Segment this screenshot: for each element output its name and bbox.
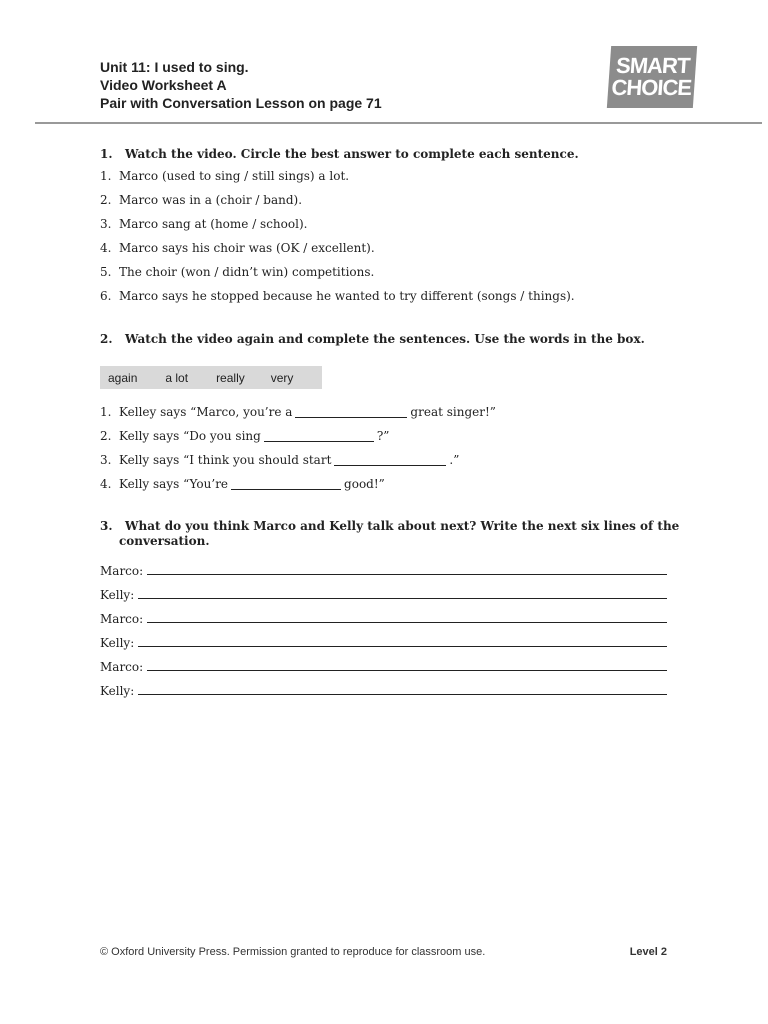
- exercise-2-title: 2. Watch the video again and complete the sentences. Use the words in the box.: [100, 332, 645, 346]
- exercise-1-items: [100, 169, 670, 313]
- list-item: [100, 289, 670, 313]
- list-item: [100, 217, 670, 241]
- sentence-end: ?”: [376, 429, 390, 443]
- worksheet-title: Video Worksheet A: [100, 77, 227, 93]
- exercise-2: [100, 332, 670, 347]
- word-box-word: a lot: [165, 370, 189, 385]
- item-number: 2.: [100, 193, 112, 207]
- lesson-reference: Pair with Conversation Lesson on page 71: [100, 95, 382, 111]
- word-box: [100, 366, 322, 389]
- conversation-line: [100, 674, 667, 698]
- writing-line[interactable]: [138, 598, 667, 599]
- exercise-1-title: 1. Watch the video. Circle the best answer to complete each sentence.: [100, 147, 579, 161]
- writing-line[interactable]: [147, 574, 667, 575]
- logo-line-1: SMART: [615, 53, 691, 78]
- speaker-label: Kelly:: [100, 636, 135, 650]
- item-number: 6.: [100, 289, 112, 303]
- sentence-start: Kelly says “I think you should start: [119, 453, 332, 467]
- speaker-label: Marco:: [100, 660, 144, 674]
- conversation-lines: [100, 554, 667, 698]
- list-item: [100, 265, 670, 289]
- conversation-line: [100, 578, 667, 602]
- page-footer: [100, 946, 667, 958]
- item-text[interactable]: The choir (won / didn’t win) competitions.: [119, 265, 375, 279]
- conversation-line: [100, 602, 667, 626]
- item-text[interactable]: Marco (used to sing / still sings) a lot.: [119, 169, 350, 183]
- item-text[interactable]: Marco says his choir was (OK / excellent).: [119, 241, 375, 255]
- writing-line[interactable]: [138, 646, 667, 647]
- sentence-start: Kelly says “Do you sing: [119, 429, 261, 443]
- item-number: 5.: [100, 265, 112, 279]
- exercise-3-title-line-2: conversation.: [119, 534, 210, 548]
- speaker-label: Kelly:: [100, 588, 135, 602]
- sentence-start: Kelley says “Marco, you’re a: [119, 405, 293, 419]
- list-item: [100, 193, 670, 217]
- item-text[interactable]: Marco was in a (choir / band).: [119, 193, 303, 207]
- logo-line-2: CHOICE: [610, 75, 692, 100]
- level-label: Level 2: [629, 946, 667, 958]
- item-number: 3.: [100, 217, 112, 231]
- list-item: 3. Kelly says “I think you should start .”: [100, 453, 670, 477]
- sentence-end: .”: [449, 453, 460, 467]
- answer-blank[interactable]: [231, 477, 341, 490]
- exercise-3-title-line-1: 3. What do you think Marco and Kelly talk about next? Write the next six lines of the: [100, 519, 680, 533]
- item-number: 4.: [100, 241, 112, 255]
- conversation-line: [100, 650, 667, 674]
- exercise-1: [100, 147, 670, 313]
- list-item: [100, 241, 670, 265]
- smart-choice-logo: [607, 46, 697, 108]
- copyright-notice: © Oxford University Press. Permission granted to reproduce for classroom use.: [100, 946, 486, 958]
- speaker-label: Marco:: [100, 564, 144, 578]
- word-box-word: again: [108, 370, 138, 385]
- sentence-end: great singer!”: [410, 405, 496, 419]
- conversation-line: [100, 554, 667, 578]
- conversation-line: [100, 626, 667, 650]
- writing-line[interactable]: [138, 694, 667, 695]
- writing-line[interactable]: [147, 670, 667, 671]
- answer-blank[interactable]: [334, 453, 446, 466]
- word-box-word: really: [216, 370, 245, 385]
- item-number: 1.: [100, 169, 112, 183]
- list-item: [100, 169, 670, 193]
- exercise-2-items: [100, 405, 670, 501]
- word-box-word: very: [270, 370, 294, 385]
- exercise-3: [100, 519, 680, 549]
- speaker-label: Kelly:: [100, 684, 135, 698]
- sentence-start: Kelly says “You’re: [119, 477, 229, 491]
- writing-line[interactable]: [147, 622, 667, 623]
- list-item: 1. Kelley says “Marco, you’re a great singer!”: [100, 405, 670, 429]
- list-item: 4. Kelly says “You’re good!”: [100, 477, 670, 501]
- header-divider: [35, 122, 762, 124]
- item-text[interactable]: Marco sang at (home / school).: [119, 217, 308, 231]
- list-item: 2. Kelly says “Do you sing ?”: [100, 429, 670, 453]
- sentence-end: good!”: [344, 477, 385, 491]
- worksheet-header: [100, 58, 382, 112]
- speaker-label: Marco:: [100, 612, 144, 626]
- answer-blank[interactable]: [264, 429, 374, 442]
- item-text[interactable]: Marco says he stopped because he wanted to try different (songs / things).: [119, 289, 575, 303]
- answer-blank[interactable]: [295, 405, 407, 418]
- unit-title: Unit 11: I used to sing.: [100, 59, 249, 75]
